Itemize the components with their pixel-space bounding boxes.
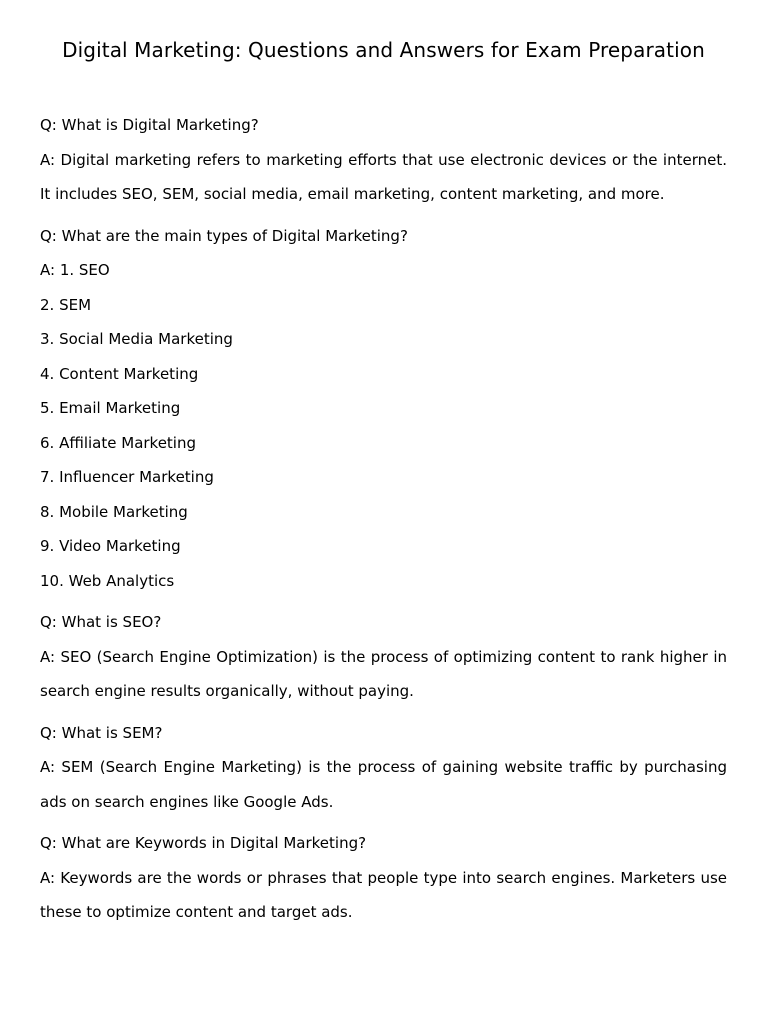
answer-text: A: SEO (Search Engine Optimization) is the process of optimizing content to rank higher in search engine results organically, without paying. bbox=[40, 647, 727, 700]
question-text: Q: What is SEO? bbox=[40, 613, 162, 631]
answer-list bbox=[40, 253, 727, 598]
qa-item bbox=[40, 108, 727, 212]
answer-text: A: SEM (Search Engine Marketing) is the process of gaining website traffic by purchasing ads on search engines like Google Ads. bbox=[40, 758, 727, 811]
list-item: 2. SEM bbox=[40, 295, 92, 314]
qa-item bbox=[40, 605, 727, 709]
list-item: 6. Affiliate Marketing bbox=[40, 433, 197, 452]
answer-text: A: Digital marketing refers to marketing efforts that use electronic devices or the internet. It includes SEO, SEM, social media, email marketing, content marketing, and more. bbox=[40, 150, 727, 203]
list-item: 5. Email Marketing bbox=[40, 399, 181, 417]
qa-item bbox=[40, 219, 727, 599]
list-item: 8. Mobile Marketing bbox=[40, 502, 188, 521]
list-item: 3. Social Media Marketing bbox=[40, 330, 233, 348]
question-text: Q: What is Digital Marketing? bbox=[40, 116, 259, 134]
qa-item bbox=[40, 716, 727, 820]
list-item: A: 1. SEO bbox=[40, 261, 110, 279]
answer-text: A: Keywords are the words or phrases that people type into search engines. Marketers use these to optimize content and target ads. bbox=[40, 868, 727, 921]
qa-list bbox=[40, 108, 727, 930]
document-title: Digital Marketing: Questions and Answers for Exam Preparation bbox=[62, 38, 705, 62]
list-item: 9. Video Marketing bbox=[40, 537, 181, 555]
list-item: 7. Influencer Marketing bbox=[40, 468, 214, 486]
question-text: Q: What are the main types of Digital Marketing? bbox=[40, 226, 408, 245]
list-item: 10. Web Analytics bbox=[40, 571, 175, 590]
question-text: Q: What are Keywords in Digital Marketing? bbox=[40, 834, 367, 852]
question-text: Q: What is SEM? bbox=[40, 723, 163, 742]
qa-item bbox=[40, 826, 727, 930]
list-item: 4. Content Marketing bbox=[40, 364, 199, 383]
